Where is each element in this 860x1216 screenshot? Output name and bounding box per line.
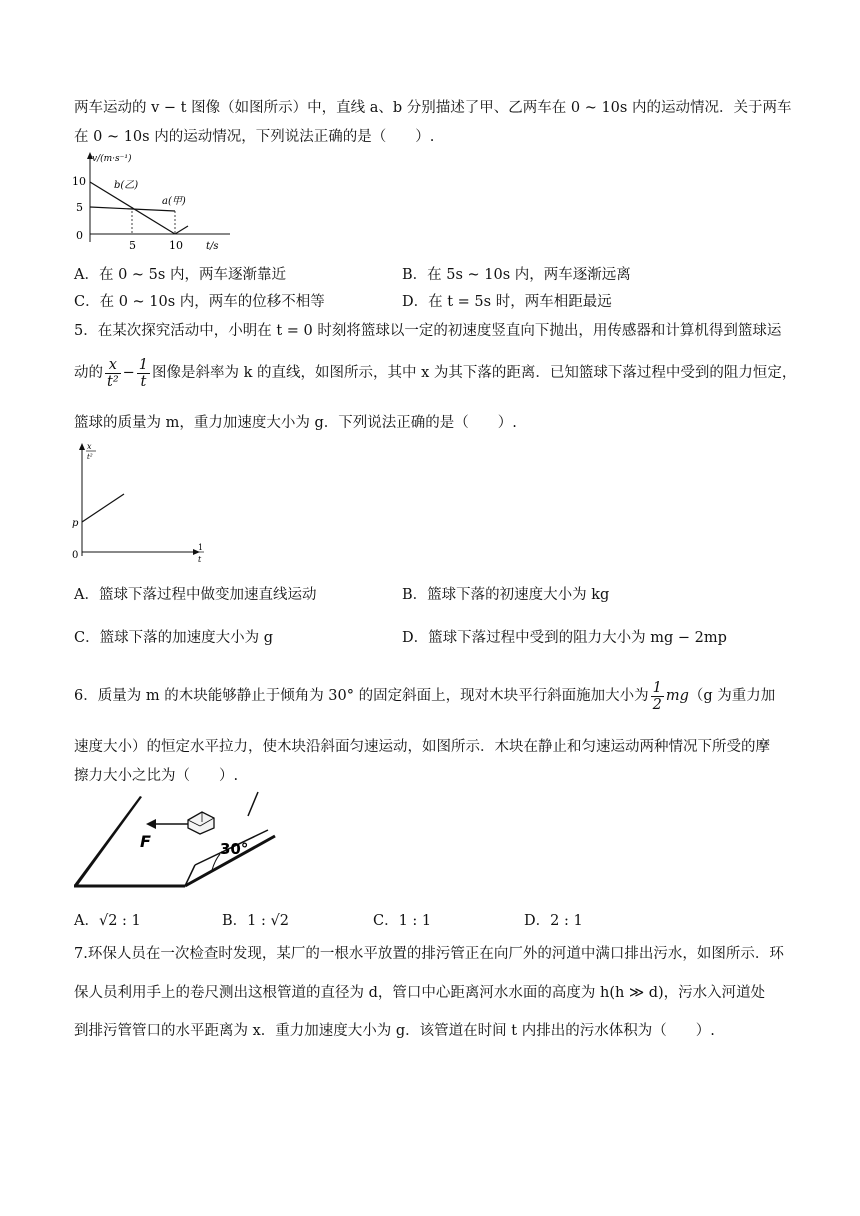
q5-line <box>82 494 124 522</box>
q6-option-b: B．1 : √2 <box>222 913 289 929</box>
q7-stem-line1: 7.环保人员在一次检查时发现，某厂的一根水平放置的排污管正在向厂外的河道中满口排出污水，如图所示．环 <box>74 946 784 962</box>
q7-stem-line3: 到排污管管口的水平距离为 x．重力加速度大小为 g．该管道在时间 t 内排出的污水体积为（ ）. <box>74 1023 715 1039</box>
q5-option-c: C．篮球下落的加速度大小为 g <box>74 630 273 646</box>
q4-label-a: a(甲) <box>162 196 186 207</box>
q4-label-b: b(乙) <box>114 180 139 191</box>
q5-xlabel-den: t <box>198 555 202 564</box>
q5-stem-line1: 5．在某次探究活动中，小明在 t = 0 时刻将篮球以一定的初速度竖直向下抛出，用传感器和计算机得到篮球运 <box>74 323 782 339</box>
q5-graph <box>64 440 224 570</box>
q5-xlabel-num: 1 <box>198 543 204 552</box>
q5-ylabel-den: t² <box>87 453 93 461</box>
q6-option-a: A．√2 : 1 <box>74 913 141 929</box>
q5-stem-line2: 动的 $\frac{x}{\text{t²}}$ − $\frac{1}{t}$ 图像是斜率为 k 的直线，如图所示，其中 x 为其下落的距离．已知篮球下落过程中受到的阻力恒定， <box>74 356 797 390</box>
q6-option-d: D．2 : 1 <box>524 913 583 929</box>
q4-vt-graph <box>70 150 240 258</box>
q7-stem-line2: 保人员利用手上的卷尺测出这根管道的直径为 d，管口中心距离河水水面的高度为 h(h ≫ d)，污水入河道处 <box>74 985 766 1001</box>
q6-force-label: F <box>140 832 151 851</box>
q4-stem-line1: 两车运动的 v − t 图像（如图所示）中，直线 a、b 分别描述了甲、乙两车在 0 ~ 10s 内的运动情况．关于两车 <box>74 100 792 116</box>
q4-xtick-5: 5 <box>129 239 136 252</box>
q5-ylabel-num: x <box>87 442 92 451</box>
q5-stem-line3: 篮球的质量为 m，重力加速度大小为 g．下列说法正确的是（ ）. <box>74 415 517 431</box>
q4-ylabel: v/(m·s⁻¹) <box>92 154 132 164</box>
q4-xlabel: t/s <box>206 241 219 252</box>
q4-option-c: C．在 0 ~ 10s 内，两车的位移不相等 <box>74 294 325 310</box>
q4-option-d: D．在 t = 5s 时，两车相距最远 <box>402 294 612 310</box>
q6-option-c: C．1 : 1 <box>373 913 432 929</box>
q5-p-label: p <box>72 518 79 529</box>
q4-option-b: B．在 5s ~ 10s 内，两车逐渐远离 <box>402 267 631 283</box>
q4-ytick-5: 5 <box>76 201 83 214</box>
q4-stem-line2: 在 0 ~ 10s 内的运动情况，下列说法正确的是（ ）. <box>74 129 435 145</box>
q5-origin: 0 <box>72 550 79 561</box>
q4-ytick-0: 0 <box>76 229 83 242</box>
q4-option-a: A．在 0 ~ 5s 内，两车逐渐靠近 <box>74 267 286 283</box>
q6-incline-figure <box>70 790 280 890</box>
q6-stem-line3: 擦力大小之比为（ ）. <box>74 768 239 784</box>
q5-option-d: D．篮球下落过程中受到的阻力大小为 mg − 2mp <box>402 630 727 646</box>
q6-block <box>188 812 214 834</box>
q6-angle-label: 30° <box>220 840 249 858</box>
q5-option-b: B．篮球下落的初速度大小为 kg <box>402 587 610 603</box>
q4-ytick-10: 10 <box>72 175 86 188</box>
q6-stem-line2: 速度大小）的恒定水平拉力，使木块沿斜面匀速运动，如图所示．木块在静止和匀速运动两种情况下所受的摩 <box>74 739 770 755</box>
q5-option-a: A．篮球下落过程中做变加速直线运动 <box>74 587 317 603</box>
q4-xtick-10: 10 <box>169 239 183 252</box>
q6-stem-line1: 6．质量为 m 的木块能够静止于倾角为 30° 的固定斜面上，现对木块平行斜面施加大小为 $\frac{1}{2}$ mg（g 为重力加 <box>74 679 776 713</box>
